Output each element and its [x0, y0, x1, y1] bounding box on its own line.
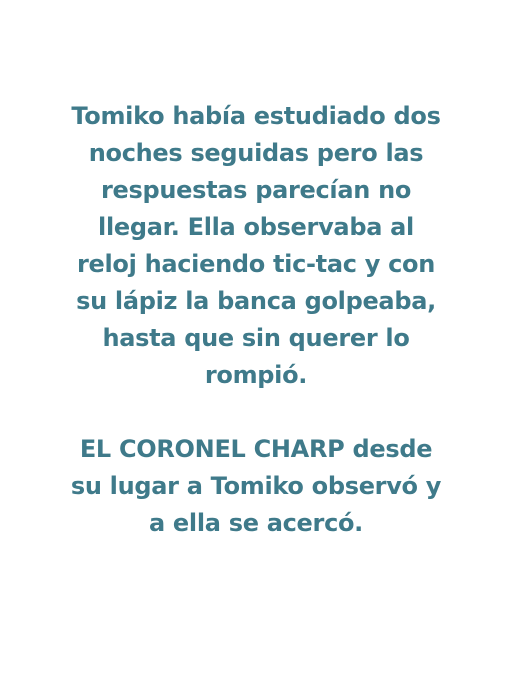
- story-paragraph-2: [46, 431, 466, 542]
- paragraph-2-line: su lugar a Tomiko observó y: [70, 472, 442, 500]
- paragraph-1-line: su lápiz la banca golpeaba,: [76, 287, 436, 315]
- paragraph-2-line: a ella se acercó.: [148, 509, 364, 537]
- paragraph-1-line: respuestas parecían no: [100, 176, 412, 204]
- paragraph-1-line: reloj haciendo tic-tac y con: [76, 250, 436, 278]
- paragraph-1-line: rompió.: [204, 361, 308, 389]
- paragraph-spacer: [0, 394, 512, 431]
- story-paragraph-1: [46, 98, 466, 394]
- paragraph-1-line: hasta que sin querer lo: [102, 324, 410, 352]
- paragraph-1-line: noches seguidas pero las: [88, 139, 424, 167]
- paragraph-1-line: Tomiko había estudiado dos: [71, 102, 441, 130]
- paragraph-1-line: llegar. Ella observaba al: [98, 213, 414, 241]
- paragraph-2-line: EL CORONEL CHARP desde: [79, 435, 433, 463]
